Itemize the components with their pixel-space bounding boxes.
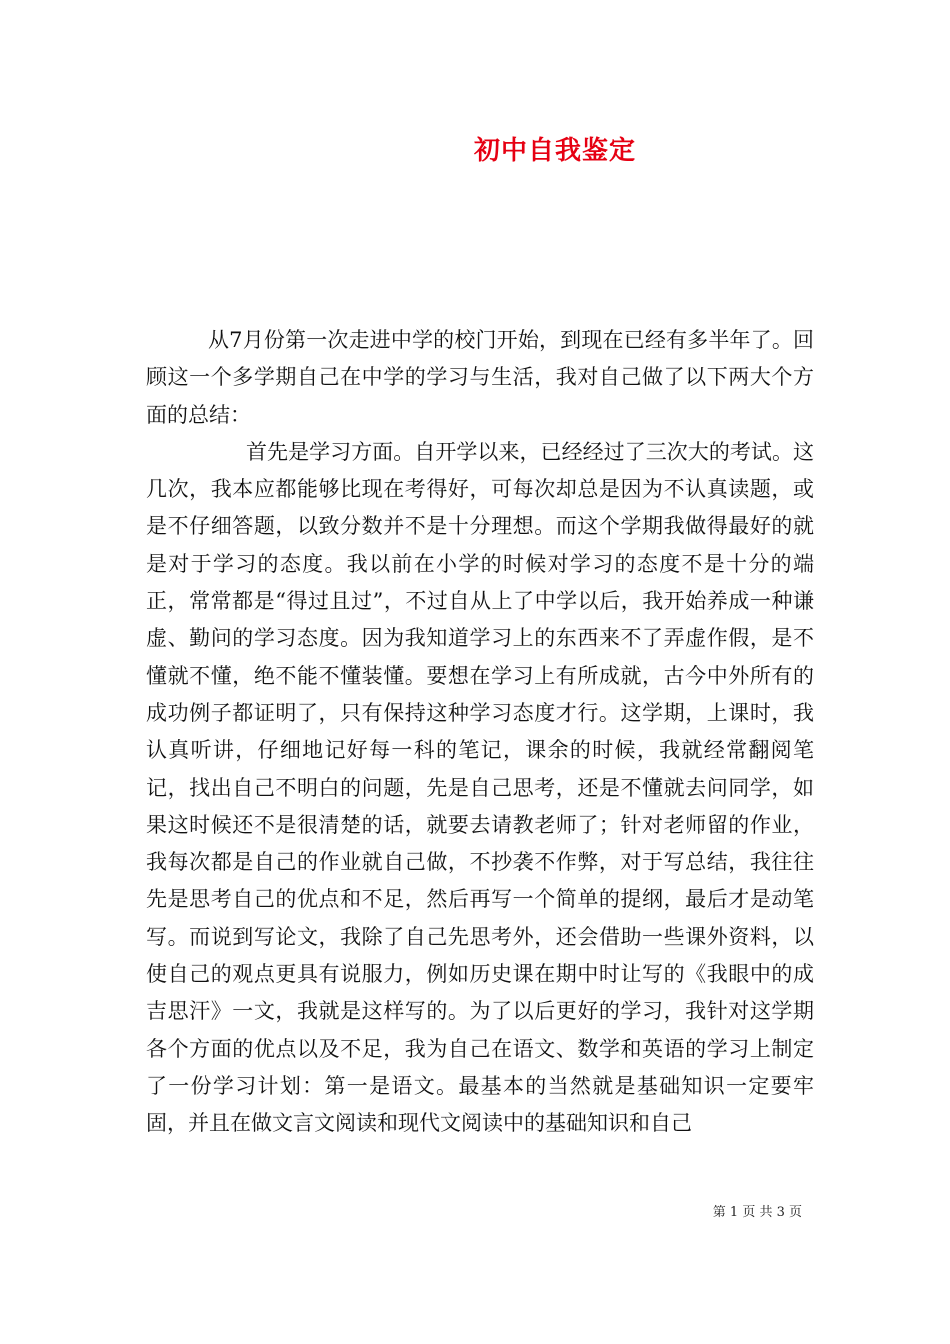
page-number-footer: 第 1 页 共 3 页 <box>712 1205 802 1220</box>
page-title: 初中自我鉴定 <box>473 136 636 166</box>
paragraph-study: 首先是学习方面。自开学以来，已经经过了三次大的考试。这几次，我本应都能够比现在考得好，可每次却总是因为不认真读题，或是不仔细答题，以致分数并不是十分理想。而这个学期我做得最好的就是对于学习的态度。我以前在小学的时候对学习的态度不是十分的端正，常常都是“得过且过”，不过自从上了中学以后，我开始养成一种谦虚、勤问的学习态度。因为我知道学习上的东西来不了弄虚作假，是不懂就不懂，绝不能不懂装懂。要想在学习上有所成就，古今中外所有的成功例子都证明了，只有保持这种学习态度才行。这学期，上课时，我认真听讲，仔细地记好每一科的笔记，课余的时候，我就经常翻阅笔记，找出自己不明白的问题，先是自己思考，还是不懂就去问同学，如果这时候还不是很清楚的话，就要去请教老师了；针对老师留的作业，我每次都是自己的作业就自己做，不抄袭不作弊，对于写总结，我往往先是思考自己的优点和不足，然后再写一个简单的提纲，最后才是动笔写。而说到写论文，我除了自己先思考外，还会借助一些课外资料，以使自己的观点更具有说服力，例如历史课在期中时让写的《我眼中的成吉思汗》一文，我就是这样写的。为了以后更好的学习，我针对这学期各个方面的优点以及不足，我为自己在语文、数学和英语的学习上制定了一份学习计划：第一是语文。最基本的当然就是基础知识一定要牢固，并且在做文言文阅读和现代文阅读中的基础知识和自己 <box>146 439 814 1136</box>
paragraph-intro: 从7月份第一次走进中学的校门开始，到现在已经有多半年了。回顾这一个多学期自己在中学的学习与生活，我对自己做了以下两大个方面的总结： <box>146 328 814 427</box>
document-body <box>146 322 814 1143</box>
